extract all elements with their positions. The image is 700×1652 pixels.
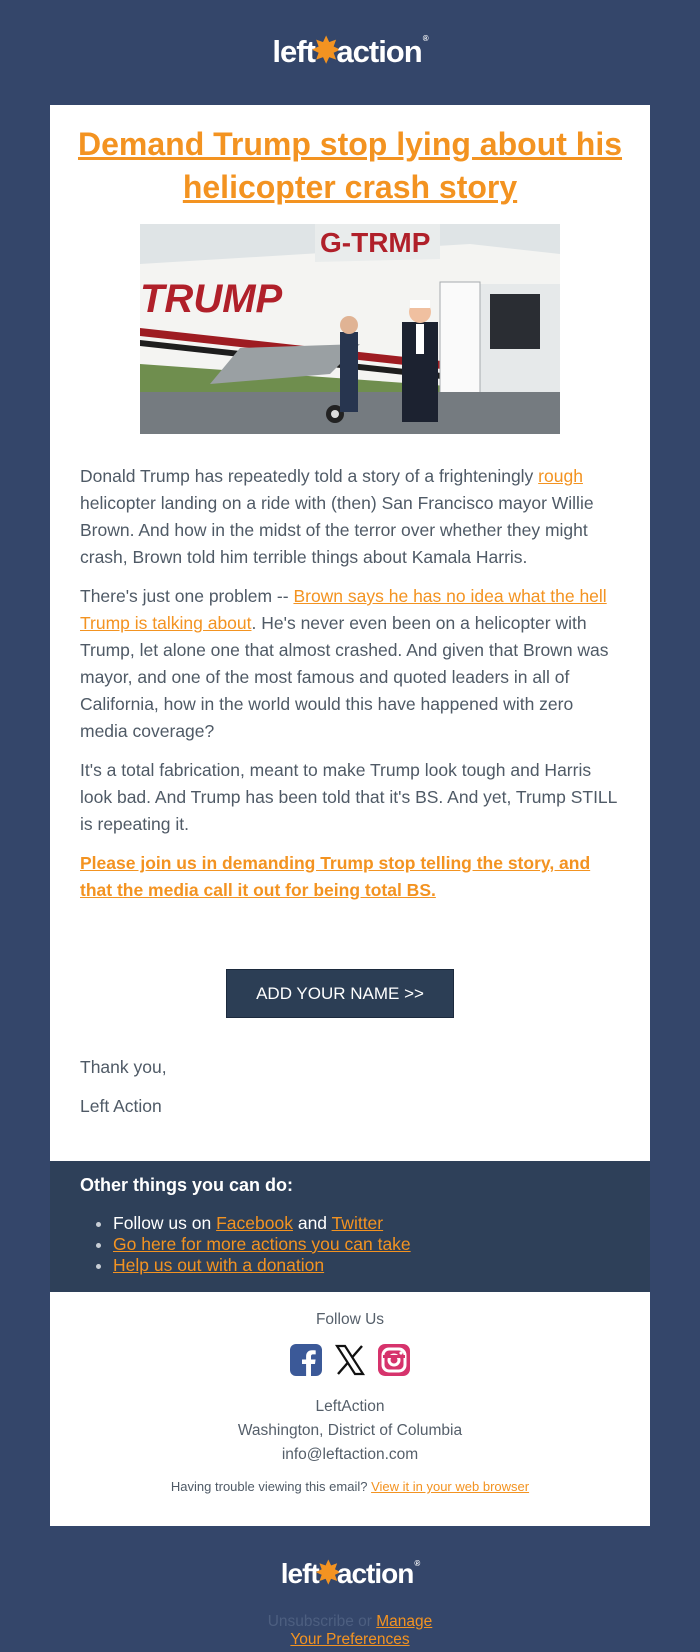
logo-burst-icon: ✸ xyxy=(311,32,340,70)
instagram-icon[interactable] xyxy=(378,1344,410,1376)
other-actions-title: Other things you can do: xyxy=(80,1175,294,1195)
unsubscribe-line-1 xyxy=(0,1613,700,1631)
logo-word-action: action xyxy=(336,1558,414,1589)
p1-text-before: Donald Trump has repeatedly told a story of a frighteningly xyxy=(80,466,539,486)
facebook-link[interactable]: Facebook xyxy=(216,1213,293,1233)
list-item-donate xyxy=(113,1255,411,1276)
donate-link[interactable]: Help us out with a donation xyxy=(113,1255,325,1275)
rough-link[interactable]: rough xyxy=(538,466,583,486)
social-icons xyxy=(290,1344,410,1378)
email-footer xyxy=(50,1292,650,1526)
and-text: and xyxy=(292,1213,332,1233)
follow-us-label: Follow Us xyxy=(315,1311,385,1328)
tail-text: G-TRMP xyxy=(320,227,431,258)
trouble-text: Having trouble viewing this email? xyxy=(170,1479,372,1494)
org-location: Washington, District of Columbia xyxy=(237,1422,463,1439)
list-item-follow xyxy=(113,1213,411,1234)
registered-mark: ® xyxy=(414,1559,420,1568)
thank-you-text: Thank you, xyxy=(80,1057,167,1077)
facebook-icon[interactable] xyxy=(290,1344,322,1376)
org-email: info@leftaction.com xyxy=(281,1446,419,1463)
logo-word-left: left xyxy=(280,1558,319,1589)
other-actions-section xyxy=(50,1161,650,1292)
more-actions-link[interactable]: Go here for more actions you can take xyxy=(113,1234,411,1254)
headline-link[interactable]: Demand Trump stop lying about his helicopter crash story xyxy=(77,126,623,205)
logo-word-left: left xyxy=(272,33,315,69)
headline xyxy=(74,123,626,209)
cta-paragraph xyxy=(80,850,620,904)
brown-denial-link[interactable]: Brown says he has no idea what the hell Trump is talking about xyxy=(80,586,607,633)
twitter-link[interactable]: Twitter xyxy=(331,1213,384,1233)
registered-mark: ® xyxy=(422,34,428,43)
add-your-name-button[interactable]: ADD YOUR NAME >> xyxy=(226,969,454,1018)
email-body xyxy=(80,463,620,916)
email-card xyxy=(50,105,650,1161)
paragraph-1 xyxy=(80,463,620,571)
preferences-link[interactable]: Your Preferences xyxy=(290,1631,410,1648)
unsubscribe-line-2 xyxy=(0,1631,700,1649)
view-in-browser-link[interactable]: View it in your web browser xyxy=(371,1479,530,1494)
leftaction-logo[interactable] xyxy=(0,30,700,72)
logo-burst-icon: ✸ xyxy=(315,1557,340,1590)
manage-link[interactable]: Manage xyxy=(376,1613,433,1630)
list-item-more-actions xyxy=(113,1234,411,1255)
trouble-viewing xyxy=(50,1479,650,1494)
or-text: or xyxy=(353,1613,377,1630)
logo-word-action: action xyxy=(336,33,422,69)
other-actions-list xyxy=(113,1213,411,1276)
follow-prefix: Follow us on xyxy=(113,1213,217,1233)
paragraph-3: It's a total fabrication, meant to make Trump look tough and Harris look bad. And Trump has been told that it's BS. And yet, Trump STILL is repeating it. xyxy=(80,760,617,834)
p2-text-after: . He's never even been on a helicopter with Trump, let alone one that almost crashed. And given that Brown was mayor, and one of the most famous and quoted leaders in all of California, how in the world would this have happened with zero media coverage? xyxy=(80,613,609,741)
x-icon[interactable] xyxy=(334,1344,366,1376)
cta-link[interactable]: Please join us in demanding Trump stop telling the story, and that the media call it out for being total BS. xyxy=(80,853,591,900)
signature: Left Action xyxy=(80,1096,162,1116)
org-address xyxy=(50,1395,650,1467)
unsubscribe-link[interactable]: Unsubscribe xyxy=(267,1613,354,1630)
p2-text-before: There's just one problem -- xyxy=(80,586,294,606)
helicopter-photo-illustration xyxy=(140,224,560,434)
fuselage-text: TRUMP xyxy=(140,277,283,321)
helicopter-photo[interactable] xyxy=(140,224,560,434)
leftaction-logo-footer[interactable] xyxy=(0,1555,700,1593)
unsubscribe-area xyxy=(0,1613,700,1649)
org-name: LeftAction xyxy=(315,1398,385,1415)
paragraph-2 xyxy=(80,583,620,745)
p1-text-after: helicopter landing on a ride with (then) San Francisco mayor Willie Brown. And how in the midst of the terror over whether they might crash, Brown told him terrible things about Kamala Harris. xyxy=(80,493,594,567)
